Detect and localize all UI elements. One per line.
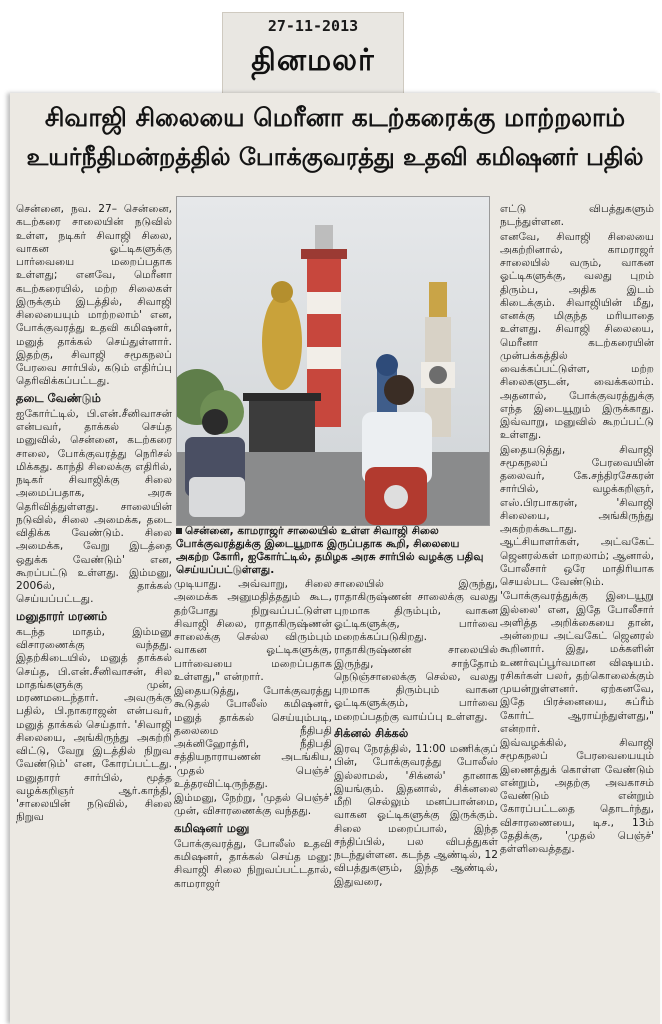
subheading: தடை வேண்டும்	[16, 390, 101, 405]
article-paragraph: எட்டு விபத்துகளும் நடந்துள்ளன.	[500, 203, 654, 229]
newspaper-masthead	[222, 12, 404, 96]
article-paragraph: 'போக்குவரத்துக்கு இடையூறு இல்லை' என, இதே போலீசார் அளித்த அறிக்கையை தான், அன்றைய அட்வகேட் ஜெனரல் கூறினார். இது, மக்களின் உணர்வுப்பூர்வமான விஷயம். ரசிகர்கள் பலர், தற்கொலைக்கும் முயன்றுள்ளனர். ஏற்கனவே, இதே பிரச்னையை, சுப்ரீம் கோர்ட் ஆராய்ந்துள்ளது," என்றார்.	[500, 590, 654, 735]
article-paragraph: இரவு நேரத்தில், 11:00 மணிக்குப் பின், போக்குவரத்து போலீஸ் இல்லாமல், 'சிக்னல்' தானாக இயங்கும். இதனால், சிக்னலை மீறி செல்லும் மனப்பான்மை, வாகன ஓட்டிகளுக்கு இருக்கும். சிலை மறைப்பால், இந்த சந்திப்பில், பல விபத்துகள் நடந்துள்ளன. கடந்த ஆண்டில், 12 விபத்துகளும், இந்த ஆண்டில், இதுவரை,	[334, 743, 498, 888]
article-paragraph: ஐகோர்ட்டில், பி.என்.சீனிவாசன் என்பவர், தாக்கல் செய்த மனுவில், சென்னை, கடற்கரை சாலை, போக்குவரத்து நெரிசல் மிக்கது. காந்தி சிலைக்கு எதிரில், நடிகர் சிவாஜிக்கு சிலை அமைப்பதாக, அரசு தெரிவித்துள்ளது. சாலையின் நடுவில், சிலை அமைக்க, தடை விதிக்க வேண்டும். சிலை அமைக்க, வேறு இடத்தை ஒதுக்க வேண்டும்' என, கூறப்பட்டு உள்ளது. இம்மனு, 2006ல், தாக்கல் செய்யப்பட்டது.	[16, 407, 172, 606]
article-paragraph: இதையடுத்து, போக்குவரத்து கூடுதல் போலீஸ் கமிஷனர், மனுத் தாக்கல் செய்யும்படி, தலைமை நீதிபதி அக்னிஹோத்ரி, நீதிபதி சத்தியநாராயணன் அடங்கிய, 'முதல் பெஞ்ச்' உத்தரவிட்டிருந்தது.	[174, 685, 332, 790]
article-paragraph: சாலையில் இருந்து, ராதாகிருஷ்ணன் சாலைக்கு வலது புறமாக திரும்பும், வாகன ஓட்டிகளுக்கு, பார்வை மறைக்கப்படுகிறது. ராதாகிருஷ்ணன் சாலையில் இருந்து, சாந்தோம் நெடுஞ்சாலைக்கு செல்ல, வலது புறமாக திரும்பும் வாகன ஓட்டிகளுக்கும், பார்வை மறைப்பதற்கு வாய்ப்பு உள்ளது.	[334, 578, 498, 723]
article-column-3	[334, 578, 498, 1023]
article-paragraph: முடியாது. அவ்வாறு, சிலை அமைக்க அனுமதித்ததும் கூட, தற்போது நிறுவப்பட்டுள்ள சிவாஜி சிலை, ராதாகிருஷ்ணன் சாலைக்கு செல்ல விரும்பும் வாகன ஓட்டிகளுக்கு, பார்வையை மறைப்பதாக உள்ளது," என்றார்.	[174, 578, 332, 683]
article-paragraph: கடந்த மாதம், இம்மனு விசாரணைக்கு வந்தது. இதற்கிடையில், மனுத் தாக்கல் செய்த, பி.என்.சீனிவாசன், சில மாதங்களுக்கு முன், மரணமடைந்தார். அவருக்கு பதில், பி.நாகராஜன் என்பவர், மனுத் தாக்கல் செய்தார். 'சிவாஜி சிலையை, அங்கிருந்து அகற்றி விட்டு, வேறு இடத்தில் நிறுவ வேண்டும்' என, கோரப்பட்டது. மனுதாரர் சார்பில், மூத்த வழக்கறிஞர் ஆர்.காந்தி, 'சாலையின் நடுவில், சிலை நிறுவ	[16, 625, 172, 824]
headline-line-1: சிவாஜி சிலையை மெரீனா கடற்கரைக்கு மாற்றலாம்	[44, 103, 626, 132]
newspaper-name: தினமலர்	[251, 43, 375, 78]
article-paragraph: இவ்வழக்கில், சிவாஜி சமூகநலப் பேரவையையும் இணைத்துக் கொள்ள வேண்டும் என்றும், அதற்கு அவகாசம் வேண்டும் என்றும் கோரப்பட்டதை தொடர்ந்து, விசாரணையை, டிச., 13ம் தேதிக்கு, 'முதல் பெஞ்ச்' தள்ளிவைத்தது.	[500, 737, 654, 855]
subheading: கமிஷனர் மனு	[174, 820, 250, 835]
statue-traffic-photo	[177, 197, 489, 525]
article-paragraph: எனவே, சிவாஜி சிலையை அகற்றினால், காமராஜர் சாலையில் வரும், வாகன ஓட்டிகளுக்கு, வலது புறம் திரும்ப, அதிக இடம் கிடைக்கும். சிவாஜியின் மீது, எனக்கு மிகுந்த மரியாதை உள்ளது. சிவாஜி சிலையை, மெரீனா கடற்கரையின் முன்பக்கத்தில் வைக்கப்பட்டுள்ள, மற்ற சிலைகளுடன், வைக்கலாம். அதனால், போக்குவரத்துக்கு எந்த இடையூறும் இருக்காது. இவ்வாறு, மனுவில் கூறப்பட்டு உள்ளது.	[500, 230, 654, 442]
photo-caption	[176, 525, 494, 577]
article-column-4	[500, 203, 654, 1023]
article-paragraph: இம்மனு, நேற்று, 'முதல் பெஞ்ச்' முன், விசாரணைக்கு வந்தது.	[174, 792, 332, 818]
newspaper-logo	[223, 43, 403, 82]
article-column-1	[16, 203, 172, 1023]
subheading: சிக்னல் சிக்கல்	[334, 725, 409, 740]
article-paragraph: இதையடுத்து, சிவாஜி சமூகநலப் பேரவையின் தலைவர், கே.சந்திரசேகரன் சார்பில், வழக்கறிஞர், எஸ்.பிரபாகரன், 'சிவாஜி சிலையை, அங்கிருந்து அகற்றக்கூடாது. ஆட்சியாளர்கள், அட்வகேட் ஜெனரல்கள் மாறலாம்; ஆனால், போலீசார் ஒரே மாதிரியாக செயல்பட வேண்டும்.	[500, 443, 654, 588]
article-paragraph: போக்குவரத்து, போலீஸ் உதவி கமிஷனர், தாக்கல் செய்த மனு: சிவாஜி சிலை நிறுவப்பட்டதால், காமராஜர்	[174, 837, 332, 890]
caption-text: சென்னை, காமராஜர் சாலையில் உள்ள சிவாஜி சிலை போக்குவரத்துக்கு இடையூறாக இருப்பதாக கூறி, சிலையை அகற்ற கோரி, ஐகோர்ட்டில், தமிழக அரசு சார்பில் வழக்கு பதிவு செய்யப்பட்டுள்ளது.	[176, 525, 484, 576]
caption-bullet	[176, 528, 182, 534]
article-column-2	[174, 578, 332, 1023]
publication-date: 27-11-2013	[267, 17, 359, 35]
news-photo	[176, 196, 490, 526]
headline-line-2: உயர்நீதிமன்றத்தில் போக்குவரத்து உதவி கமிஷனர் பதில்	[26, 143, 644, 171]
article-paragraph: சென்னை, நவ. 27– சென்னை, கடற்கரை சாலையின் நடுவில் உள்ள, நடிகர் சிவாஜி சிலை, வாகன ஓட்டிகளுக்கு பார்வையை மறைப்பதாக உள்ளது; எனவே, மெரீனா கடற்கரையில், மற்ற சிலைகள் இருக்கும் இடத்தில், சிவாஜி சிலையையும் மாற்றலாம்' என, போக்குவரத்து உதவி கமிஷனர், மனுத் தாக்கல் செய்துள்ளார். இதற்கு, சிவாஜி சமூகநலப் பேரவை சார்பில், கடும் எதிர்ப்பு தெரிவிக்கப்பட்டது.	[16, 203, 172, 388]
news-article	[10, 93, 660, 1024]
subheading: மனுதாரர் மரணம்	[16, 608, 108, 623]
